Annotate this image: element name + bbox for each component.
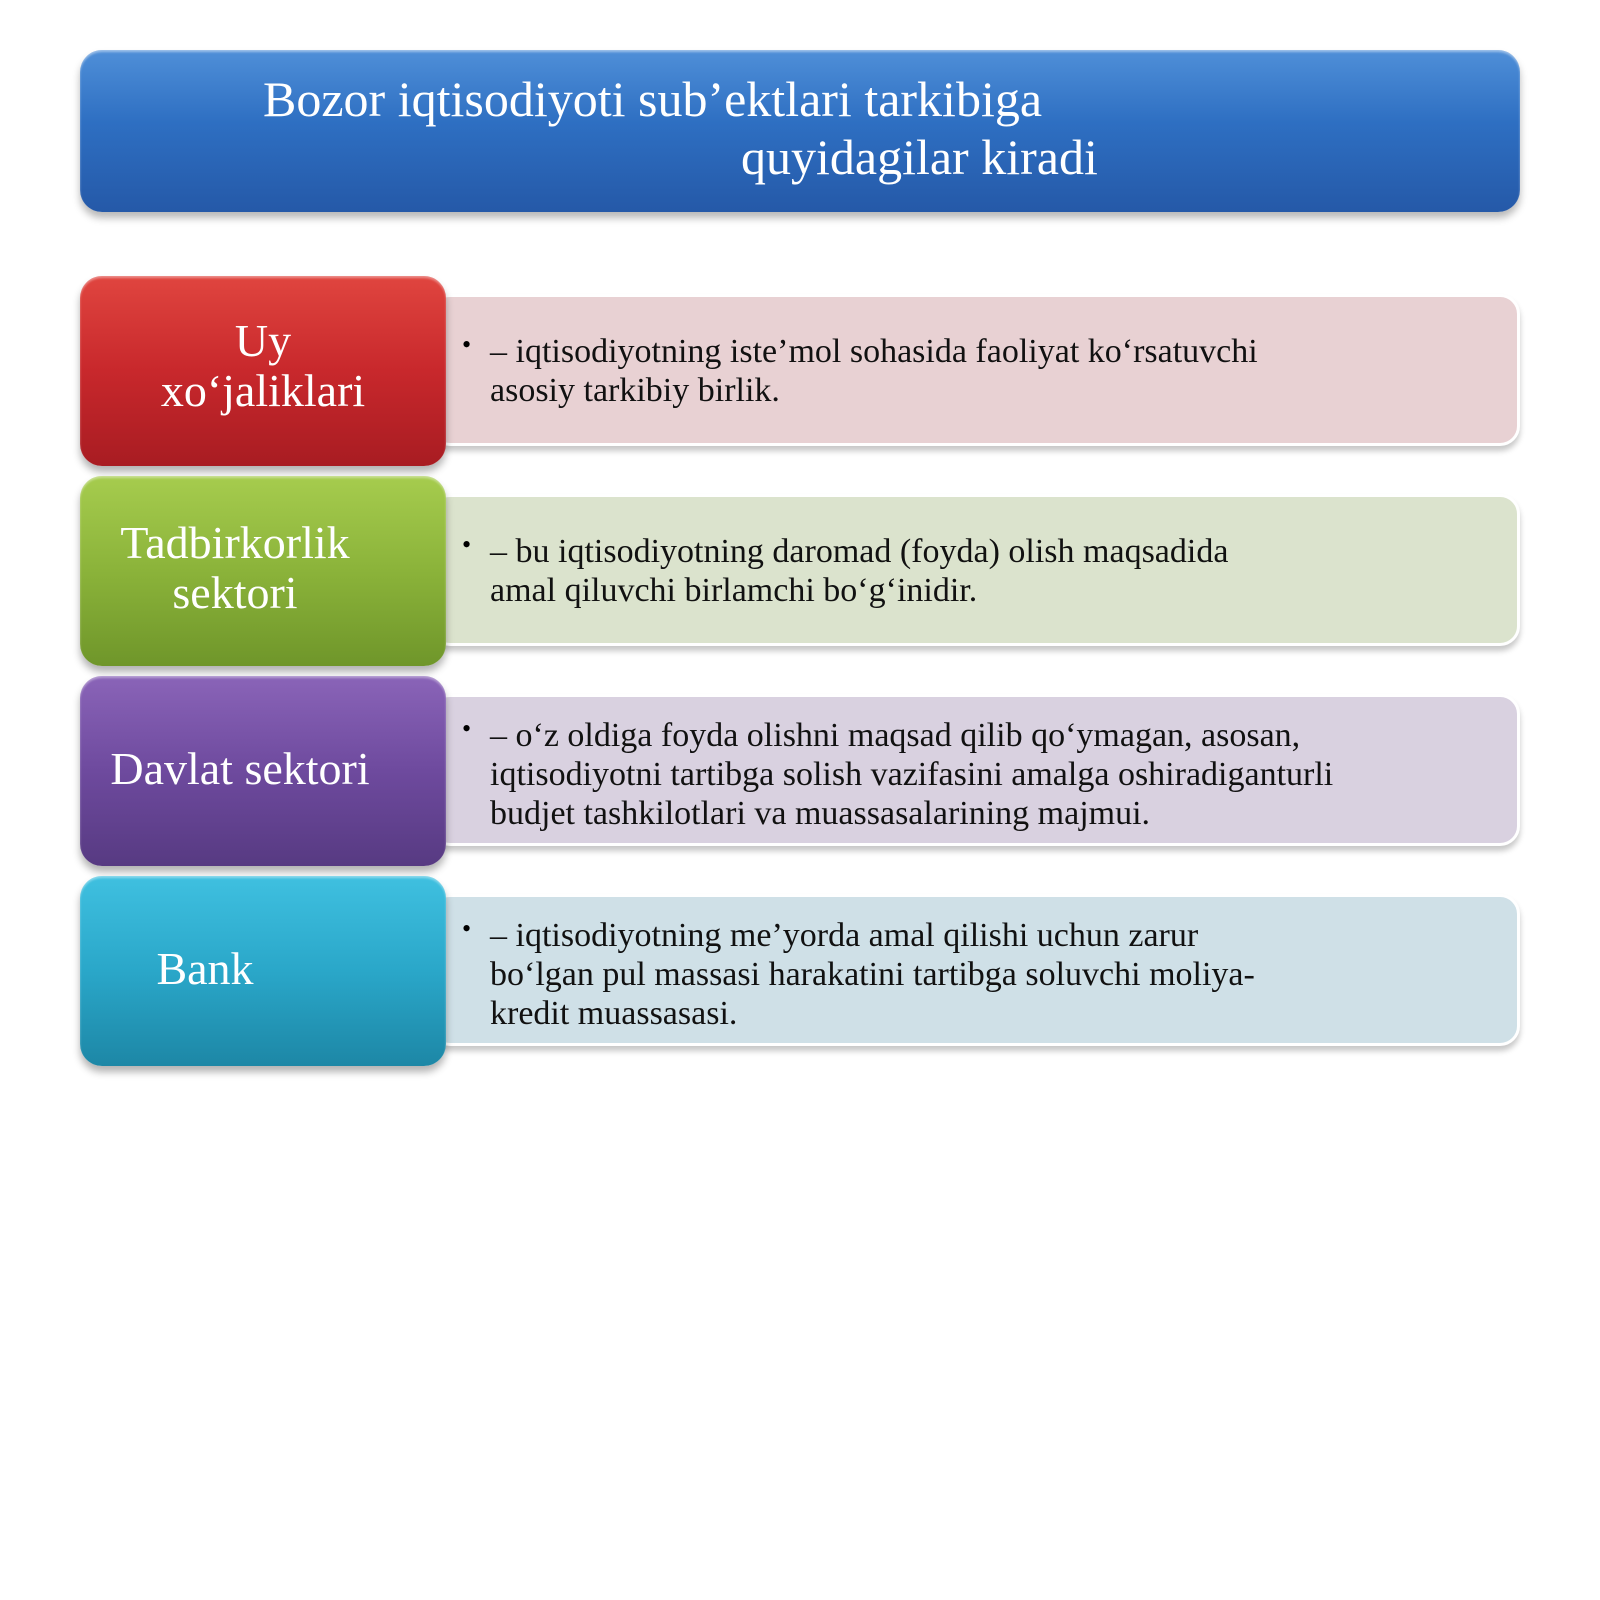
title-banner: [80, 50, 1520, 212]
label-box-households: [80, 276, 446, 466]
item-row-bank: [80, 876, 1520, 1066]
label-text: Bank: [156, 943, 254, 994]
label-box-bank: [80, 876, 446, 1066]
description-text: – o‘z oldiga foyda olishni maqsad qilib qo‘ymagan, asosan, iqtisodiyotni tartibga solish vazifasini amalga oshiradiganturli budjet tashkilotlari va muassasalarining majmui.: [490, 717, 1334, 832]
title-line-1: Bozor iqtisodiyoti sub’ektlari tarkibiga: [263, 71, 1043, 127]
label-box-state: [80, 676, 446, 866]
bullet-icon: •: [462, 714, 472, 743]
description-text: – iqtisodiyotning iste’mol sohasida faoliyat ko‘rsatuvchi asosiy tarkibiy birlik.: [490, 333, 1258, 409]
label-text: Uy xo‘jaliklari: [160, 315, 366, 416]
title-line-2: quyidagilar kiradi: [741, 129, 1098, 185]
item-row-business: [80, 476, 1520, 666]
description-text: – iqtisodiyotning me’yorda amal qilishi uchun zarur bo‘lgan pul massasi harakatini tartibga soluvchi moliya- kredit muassasasi.: [490, 917, 1255, 1032]
label-box-business: [80, 476, 446, 666]
bullet-icon: •: [462, 914, 472, 943]
label-text: Tadbirkorlik sektori: [120, 517, 350, 618]
bullet-icon: •: [462, 330, 472, 359]
description-text: – bu iqtisodiyotning daromad (foyda) olish maqsadida amal qiluvchi birlamchi bo‘g‘inidir.: [490, 533, 1229, 609]
item-row-state: [80, 676, 1520, 866]
label-text: Davlat sektori: [110, 743, 370, 794]
item-row-households: [80, 276, 1520, 466]
bullet-icon: •: [462, 530, 472, 559]
